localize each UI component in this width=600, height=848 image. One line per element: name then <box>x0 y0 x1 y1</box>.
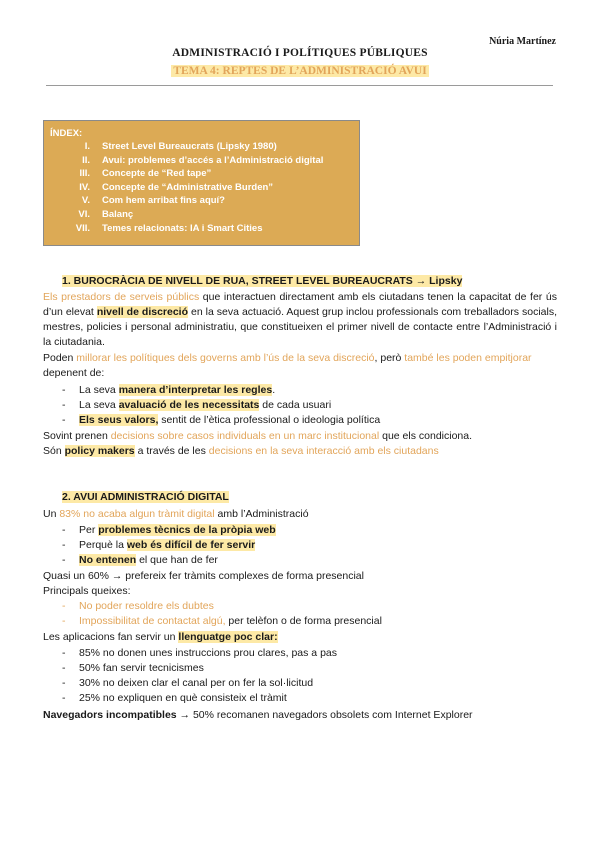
index-item-number: II. <box>82 154 90 166</box>
list-item: - La seva manera d’interpretar les regles. <box>62 384 276 396</box>
section-2-line-1: Un 83% no acaba algun tràmit digital amb l’Administració <box>43 508 309 520</box>
index-item-label: Balanç <box>102 208 134 220</box>
section-2-line-5: Navegadors incompatibles → 50% recomanen navegadors obsolets com Internet Explorer <box>43 709 473 721</box>
list-item: - Impossibilitat de contactat algú, per telèfon o de forma presencial <box>62 615 382 627</box>
index-item-label: Temes relacionats: IA i Smart Cities <box>102 222 263 234</box>
index-item <box>50 167 353 181</box>
list-item: - 30% no deixen clar el canal per on fer la sol·licitud <box>62 677 314 689</box>
author-name: Núria Martínez <box>489 36 556 47</box>
list-item: - No entenen el que han de fer <box>62 554 218 566</box>
section-2-heading <box>62 491 229 503</box>
list-item: - Per problemes tècnics de la pròpia web <box>62 524 276 536</box>
index-item <box>50 208 353 222</box>
language-issues-list <box>62 646 337 706</box>
section-1-paragraph-2: Poden millorar les polítiques dels governs amb l’ús de la seva discreció, però també les poden empitjorar depenent de: <box>43 352 532 379</box>
index-list <box>50 140 353 235</box>
index-item-number: III. <box>79 168 90 180</box>
section-2-line-2: Quasi un 60% → prefereix fer tràmits complexes de forma presencial <box>43 570 364 582</box>
index-item-label: Avui: problemes d’accés a l’Administració digital <box>102 154 324 166</box>
index-box <box>43 120 360 246</box>
section-2-line-3: Principals queixes: <box>43 585 131 597</box>
list-item: - No poder resoldre els dubtes <box>62 600 214 612</box>
index-item-label: Concepte de “Red tape” <box>102 168 212 180</box>
section-1-bullet-list <box>62 383 380 428</box>
list-item: - 50% fan servir tecnicismes <box>62 662 204 674</box>
section-2-heading-text: 2. AVUI ADMINISTRACIÓ DIGITAL <box>62 491 229 503</box>
list-item: - La seva avaluació de les necessitats de cada usuari <box>62 399 332 411</box>
list-item: - Els seus valors, sentit de l’ètica professional o ideologia política <box>62 414 381 426</box>
index-item-label: Com hem arribat fins aquí? <box>102 195 225 207</box>
header-divider <box>46 85 553 86</box>
list-item: - 85% no donen unes instruccions prou clares, pas a pas <box>62 647 337 659</box>
index-item <box>50 222 353 236</box>
index-item-label: Street Level Bureaucrats (Lipsky 1980) <box>102 141 277 152</box>
index-item-number: I. <box>84 141 90 152</box>
section-2-bullet-list <box>62 523 276 568</box>
index-item <box>50 181 353 195</box>
index-item <box>50 194 353 208</box>
index-item-number: VII. <box>75 222 90 234</box>
document-title: ADMINISTRACIÓ I POLÍTIQUES PÚBLIQUES <box>172 47 428 59</box>
section-1-paragraph-3: Sovint prenen decisions sobre casos individuals en un marc institucional que els condiciona. <box>43 430 473 442</box>
list-item: - 25% no expliquen en què consisteix el tràmit <box>62 692 287 704</box>
index-title: ÍNDEX: <box>50 128 83 139</box>
index-item-number: VI. <box>78 208 90 220</box>
section-1-heading <box>62 275 462 287</box>
document-subtitle <box>0 61 600 79</box>
list-item: - Perquè la web és difícil de fer servir <box>62 539 256 551</box>
section-2-line-4: Les aplicacions fan servir un llenguatge poc clar: <box>43 631 278 643</box>
section-1-paragraph-4: Són policy makers a través de les decisions en la seva interacció amb els ciutadans <box>43 445 439 457</box>
complaints-list <box>62 599 382 629</box>
section-1-heading-text: 1. BUROCRÀCIA DE NIVELL DE RUA, STREET LEVEL BUREAUCRATS → Lipsky <box>62 275 463 287</box>
index-item <box>50 140 353 154</box>
section-1-paragraph-1: Els prestadors de serveis públics que interactuen directament amb els ciutadans tenen la capacitat de fer ús d’un elevat nivell de discreció en la seva actuació. Aquest grup inclou professionals com treballadors socials, mestres, policies i personal administratiu, que constitueixen el primer nivell de contacte entre l’Administració i la ciutadania. <box>43 291 557 348</box>
index-item-number: IV. <box>79 181 90 193</box>
index-item-label: Concepte de “Administrative Burden” <box>102 181 274 193</box>
index-item-number: V. <box>81 195 90 207</box>
index-item <box>50 154 353 168</box>
subtitle-text: TEMA 4: REPTES DE L’ADMINISTRACIÓ AVUI <box>173 65 427 77</box>
